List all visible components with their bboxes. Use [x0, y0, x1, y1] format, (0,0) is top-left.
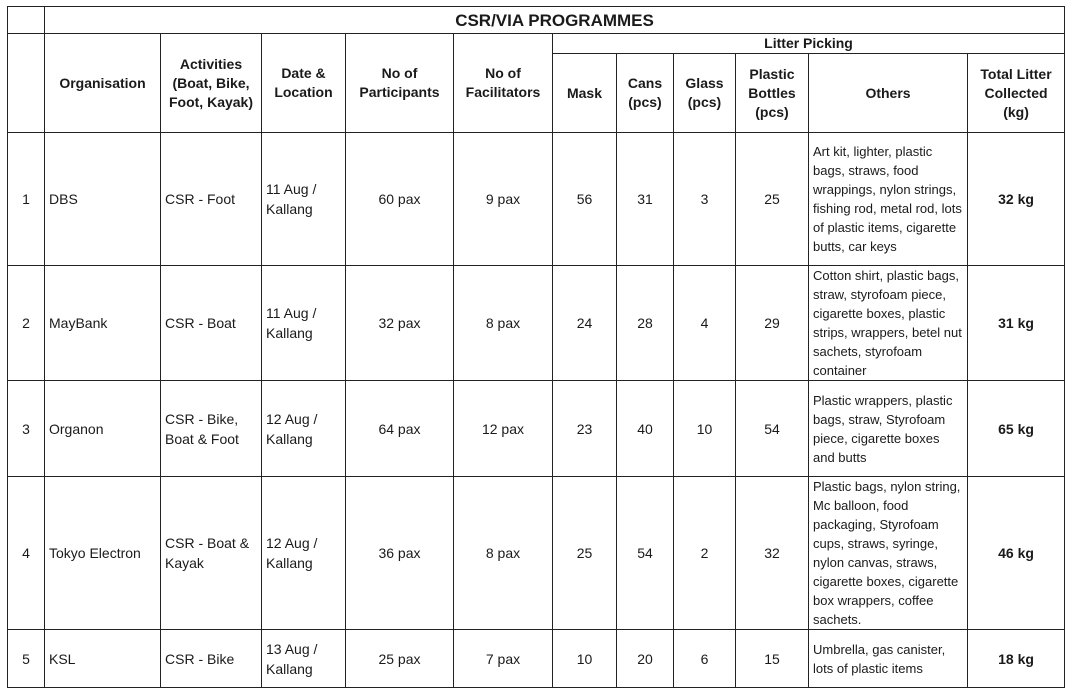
participants-cell: 36 pax [346, 477, 454, 630]
facilitators-cell: 7 pax [454, 630, 553, 688]
plastic-bottles-cell: 15 [736, 630, 809, 688]
date-location-cell: 11 Aug / Kallang [262, 266, 346, 381]
plastic-bottles-cell: 25 [736, 133, 809, 266]
table-title: CSR/VIA PROGRAMMES [45, 7, 1065, 34]
row-number: 5 [8, 630, 45, 688]
total-cell: 32 kg [968, 133, 1065, 266]
csr-programmes-table [7, 6, 1065, 688]
header-cans: Cans (pcs) [617, 54, 674, 133]
plastic-bottles-cell: 29 [736, 266, 809, 381]
total-cell: 65 kg [968, 381, 1065, 477]
cans-cell: 54 [617, 477, 674, 630]
facilitators-cell: 12 pax [454, 381, 553, 477]
facilitators-cell: 8 pax [454, 266, 553, 381]
table-row [8, 630, 1065, 688]
organisation-cell: KSL [45, 630, 161, 688]
index-header [8, 34, 45, 133]
glass-cell: 3 [674, 133, 736, 266]
header-participants: No of Participants [346, 34, 454, 133]
header-mask: Mask [553, 54, 617, 133]
glass-cell: 10 [674, 381, 736, 477]
header-plastic-bottles: Plastic Bottles (pcs) [736, 54, 809, 133]
glass-cell: 6 [674, 630, 736, 688]
row-number: 4 [8, 477, 45, 630]
date-location-cell: 12 Aug / Kallang [262, 381, 346, 477]
date-location-cell: 11 Aug / Kallang [262, 133, 346, 266]
row-number: 1 [8, 133, 45, 266]
organisation-cell: DBS [45, 133, 161, 266]
total-cell: 46 kg [968, 477, 1065, 630]
others-cell: Umbrella, gas canister, lots of plastic items [809, 630, 968, 688]
activity-cell: CSR - Boat [161, 266, 262, 381]
glass-cell: 4 [674, 266, 736, 381]
participants-cell: 25 pax [346, 630, 454, 688]
corner-cell [8, 7, 45, 34]
activity-cell: CSR - Bike [161, 630, 262, 688]
header-others: Others [809, 54, 968, 133]
participants-cell: 60 pax [346, 133, 454, 266]
date-location-cell: 13 Aug / Kallang [262, 630, 346, 688]
header-glass: Glass (pcs) [674, 54, 736, 133]
organisation-cell: Tokyo Electron [45, 477, 161, 630]
row-number: 2 [8, 266, 45, 381]
cans-cell: 40 [617, 381, 674, 477]
mask-cell: 56 [553, 133, 617, 266]
organisation-cell: MayBank [45, 266, 161, 381]
header-activities: Activities (Boat, Bike, Foot, Kayak) [161, 34, 262, 133]
table-row [8, 477, 1065, 630]
activity-cell: CSR - Foot [161, 133, 262, 266]
others-cell: Art kit, lighter, plastic bags, straws, food wrappings, nylon strings, fishing rod, metal rod, lots of plastic items, cigarette butts, car keys [809, 133, 968, 266]
mask-cell: 25 [553, 477, 617, 630]
facilitators-cell: 9 pax [454, 133, 553, 266]
others-cell: Plastic bags, nylon string, Mc balloon, food packaging, Styrofoam cups, straws, syringe, nylon canvas, straws, cigarette boxes, cigarette box wrappers, coffee sachets. [809, 477, 968, 630]
total-cell: 18 kg [968, 630, 1065, 688]
participants-cell: 32 pax [346, 266, 454, 381]
glass-cell: 2 [674, 477, 736, 630]
plastic-bottles-cell: 32 [736, 477, 809, 630]
cans-cell: 20 [617, 630, 674, 688]
date-location-cell: 12 Aug / Kallang [262, 477, 346, 630]
plastic-bottles-cell: 54 [736, 381, 809, 477]
header-date-location: Date & Location [262, 34, 346, 133]
table-row [8, 133, 1065, 266]
cans-cell: 31 [617, 133, 674, 266]
facilitators-cell: 8 pax [454, 477, 553, 630]
activity-cell: CSR - Boat & Kayak [161, 477, 262, 630]
cans-cell: 28 [617, 266, 674, 381]
table-row [8, 266, 1065, 381]
header-total: Total Litter Collected (kg) [968, 54, 1065, 133]
mask-cell: 10 [553, 630, 617, 688]
others-cell: Cotton shirt, plastic bags, straw, styrofoam piece, cigarette boxes, plastic strips, wrappers, betel nut sachets, styrofoam container [809, 266, 968, 381]
mask-cell: 23 [553, 381, 617, 477]
others-cell: Plastic wrappers, plastic bags, straw, Styrofoam piece, cigarette boxes and butts [809, 381, 968, 477]
table-row [8, 381, 1065, 477]
activity-cell: CSR - Bike, Boat & Foot [161, 381, 262, 477]
total-cell: 31 kg [968, 266, 1065, 381]
row-number: 3 [8, 381, 45, 477]
mask-cell: 24 [553, 266, 617, 381]
header-organisation: Organisation [45, 34, 161, 133]
header-litter-picking: Litter Picking [553, 34, 1065, 54]
header-facilitators: No of Facilitators [454, 34, 553, 133]
participants-cell: 64 pax [346, 381, 454, 477]
organisation-cell: Organon [45, 381, 161, 477]
